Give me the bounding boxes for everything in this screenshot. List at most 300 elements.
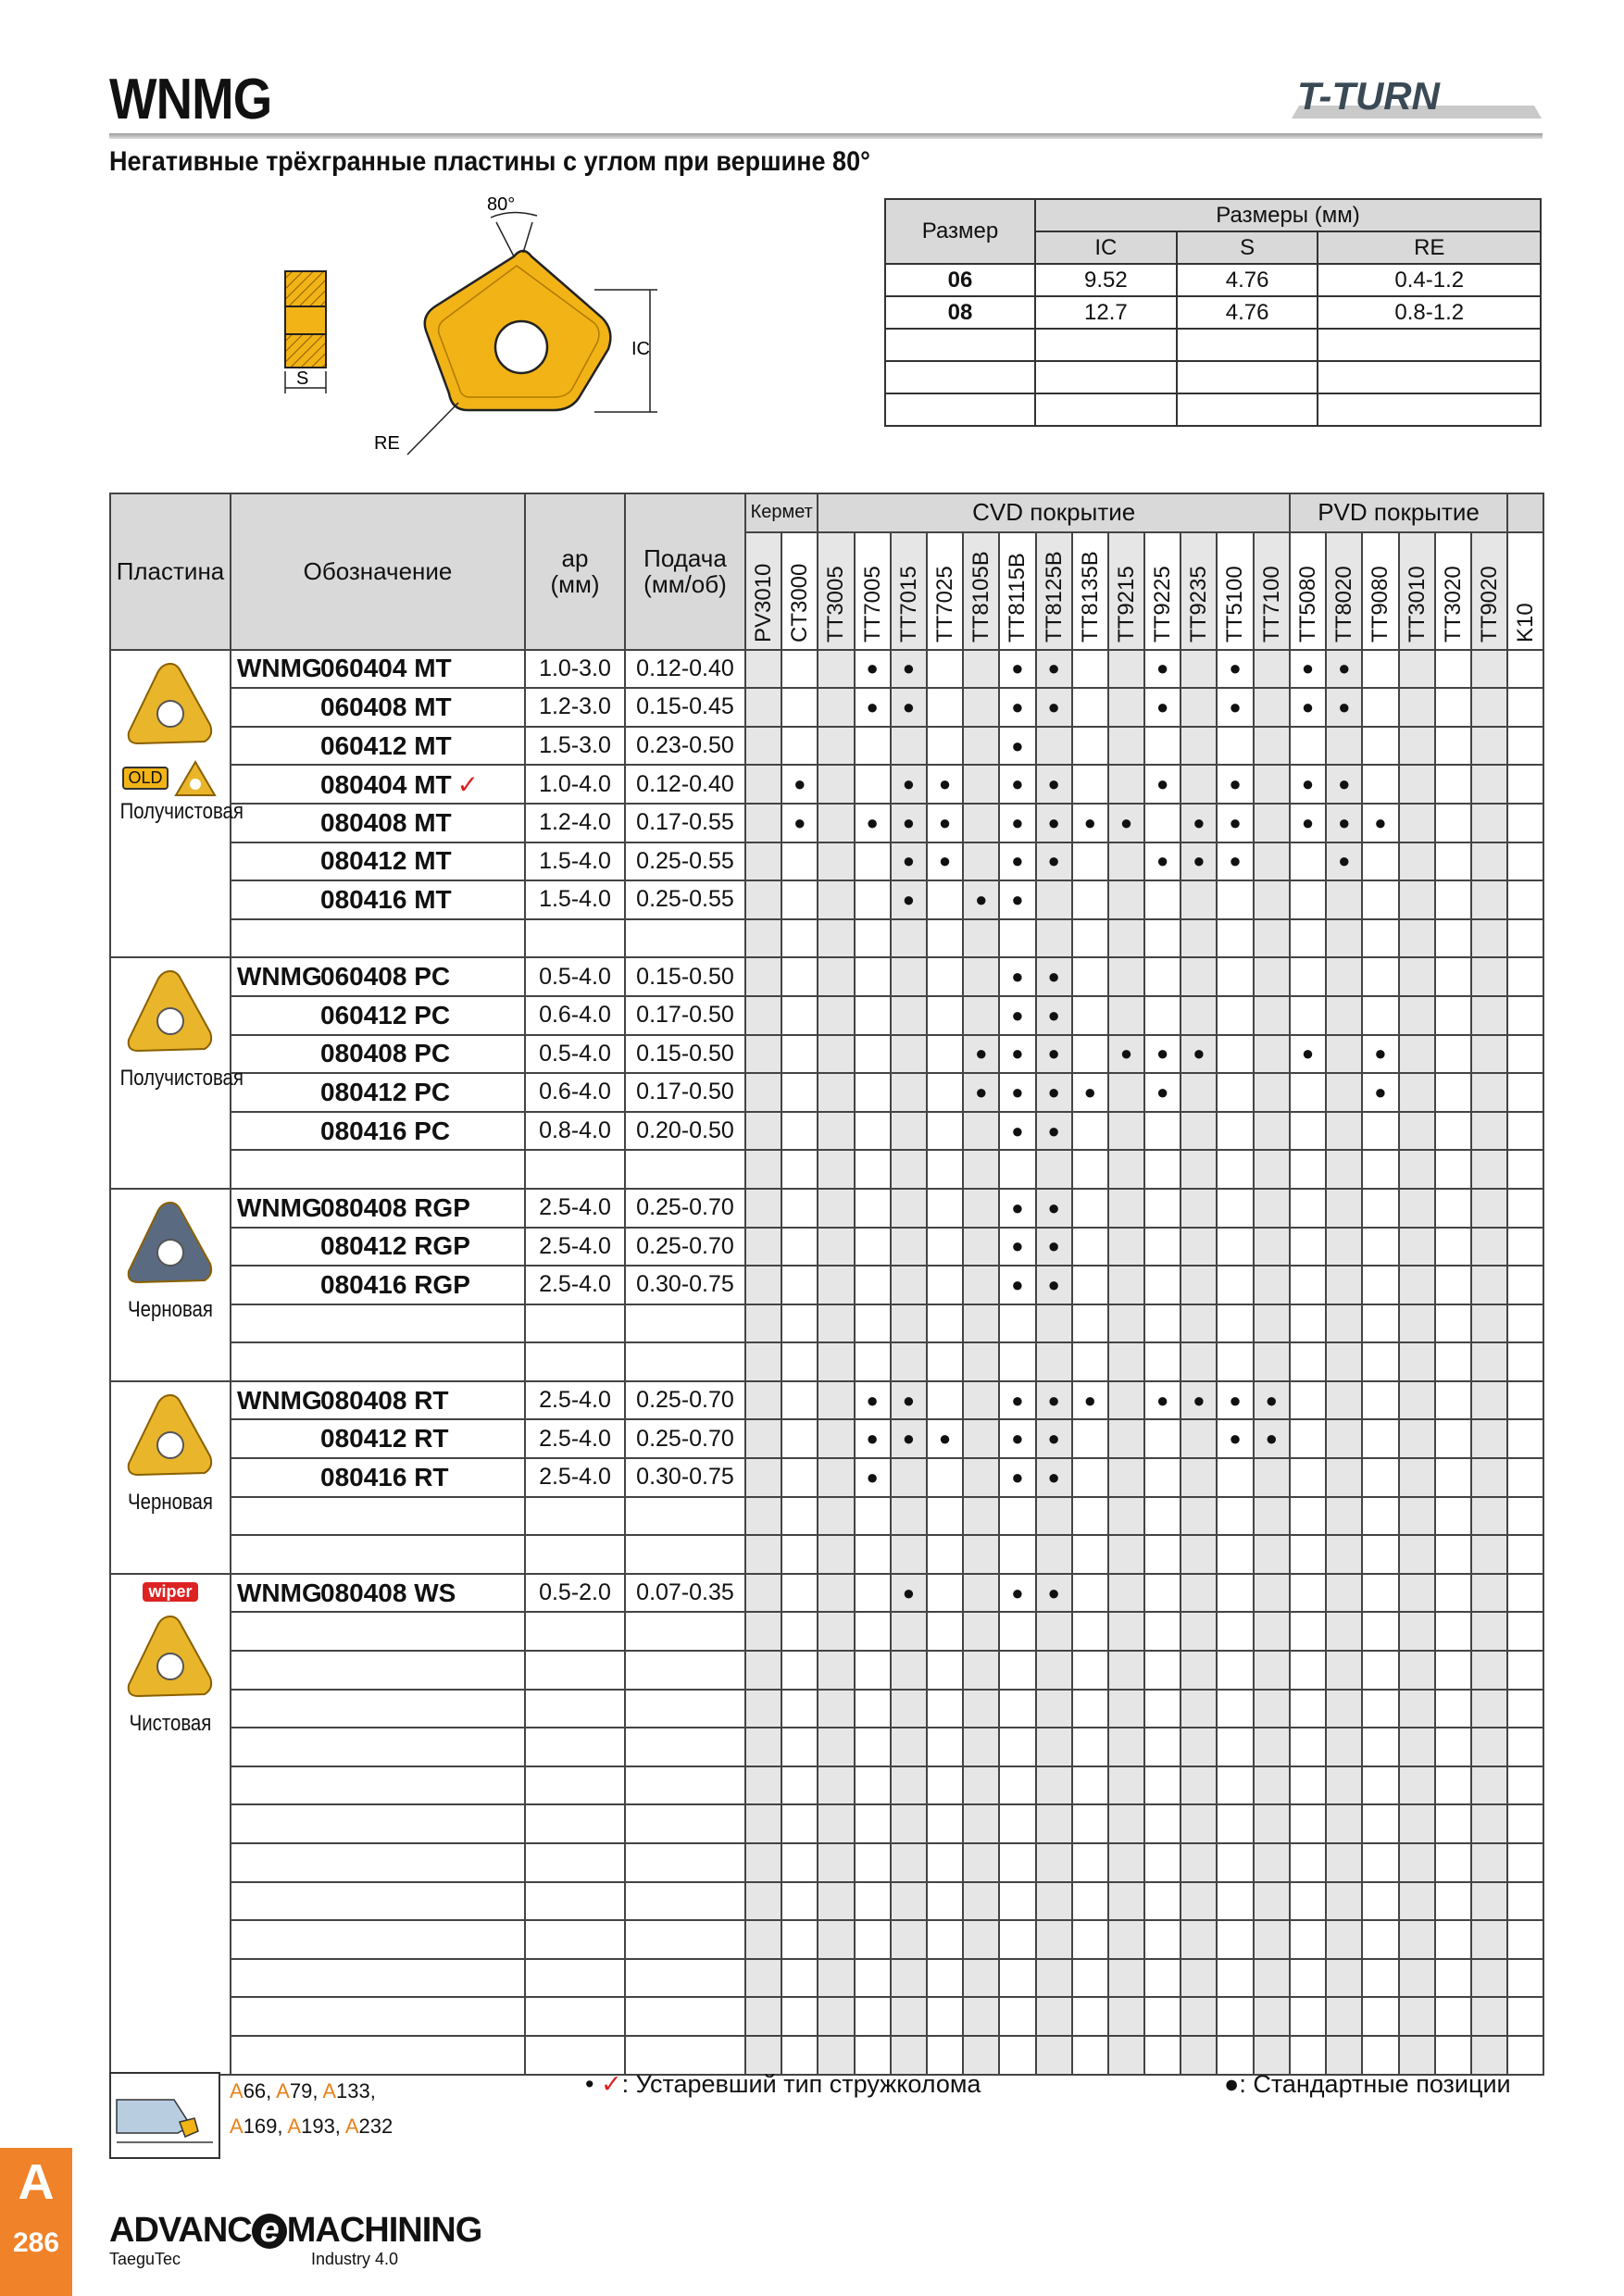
designation-code: 060412 MT [320, 730, 452, 760]
size-re: 0.4-1.2 [1318, 264, 1541, 296]
designation-cell [231, 1920, 525, 1959]
grade-cell [1181, 1882, 1217, 1921]
grade-cell [1144, 1997, 1181, 2036]
designation-cell [231, 1304, 525, 1343]
grade-cell [1362, 688, 1398, 727]
grade-cell [1036, 1381, 1072, 1420]
grade-cell [963, 1073, 999, 1112]
grade-cell [1507, 765, 1543, 804]
grade-cell [1072, 1574, 1108, 1613]
grade-cell [963, 1304, 999, 1343]
grade-cell [745, 1766, 781, 1805]
grade-cell [1362, 1035, 1398, 1074]
grade-cell [1072, 1843, 1108, 1882]
size-re [1318, 393, 1541, 426]
grade-cell [1254, 688, 1290, 727]
grade-cell [1144, 1497, 1181, 1536]
grade-cell [963, 1882, 999, 1921]
grade-cell [891, 688, 927, 727]
grade-cell [1471, 1112, 1507, 1151]
ap-value: 1.5-3.0 [525, 727, 625, 766]
grade-cell [1326, 1419, 1362, 1458]
availability-dot: ● [866, 1388, 879, 1412]
grade-cell [963, 1419, 999, 1458]
availability-dot: ● [1011, 887, 1024, 911]
grade-name: PV3010 [751, 563, 776, 643]
grade-cell [1362, 880, 1398, 919]
ref-number: 232 [358, 2115, 394, 2138]
legend-standard: ●: Стандартные позиции [1224, 2070, 1511, 2098]
grade-cell [1399, 2036, 1435, 2075]
grade-cell [1471, 1882, 1507, 1921]
grade-cell [1108, 1112, 1144, 1151]
grade-cell [963, 1843, 999, 1882]
grade-cell [927, 727, 963, 766]
grade-cell [745, 1959, 781, 1998]
designation-prefix: WNMG [237, 654, 322, 683]
insert-photo-icon [119, 1388, 221, 1490]
grade-cell [999, 1612, 1035, 1651]
table-row [110, 2036, 1543, 2075]
grade-cell [818, 1766, 854, 1805]
grade-name: CT3000 [787, 563, 813, 643]
grade-cell [1471, 650, 1507, 689]
grade-cell [1181, 1574, 1217, 1613]
availability-dot: ● [1011, 1195, 1024, 1219]
ap-value [525, 1497, 625, 1536]
grade-cell [1254, 1150, 1290, 1189]
grade-cell [1507, 1073, 1543, 1112]
ap-value [525, 1651, 625, 1690]
grade-cell [1435, 1535, 1471, 1574]
grade-cell [927, 880, 963, 919]
grade-cell [1072, 1458, 1108, 1497]
grade-cell [1471, 1035, 1507, 1074]
grade-cell [818, 957, 854, 996]
grade-cell [999, 996, 1035, 1035]
size-code: 08 [885, 296, 1035, 329]
grade-cell [1362, 919, 1398, 958]
grade-cell [855, 804, 891, 842]
grade-cell [1290, 1150, 1326, 1189]
grade-header [963, 532, 999, 650]
table-row [110, 1766, 1543, 1805]
grade-cell [1217, 1728, 1253, 1766]
grade-cell [855, 1189, 891, 1228]
grade-cell [891, 1690, 927, 1728]
availability-dot: ● [902, 772, 915, 796]
grade-cell [1435, 1804, 1471, 1843]
grade-cell [1471, 1920, 1507, 1959]
grade-cell [1399, 1535, 1435, 1574]
grade-cell [781, 1882, 818, 1921]
grade-cell [1326, 1651, 1362, 1690]
availability-dot: ● [1011, 1427, 1024, 1451]
size-ic [1035, 393, 1177, 426]
designation-cell [231, 1651, 525, 1690]
grade-cell [781, 1112, 818, 1151]
availability-dot: ● [1047, 1465, 1060, 1489]
grade-cell [1290, 919, 1326, 958]
grade-cell [1290, 650, 1326, 689]
grade-cell [781, 1843, 818, 1882]
grade-cell [1254, 1112, 1290, 1151]
grade-cell [818, 804, 854, 842]
designation-cell [231, 1381, 525, 1420]
grade-cell [1072, 1150, 1108, 1189]
grade-cell [999, 1690, 1035, 1728]
grade-cell [1399, 1266, 1435, 1304]
grade-cell [927, 1228, 963, 1267]
grade-cell [963, 1150, 999, 1189]
grade-cell [1144, 804, 1181, 842]
grade-cell [1181, 1112, 1217, 1151]
feed-value [625, 1728, 745, 1766]
grade-cell [1435, 1228, 1471, 1267]
availability-dot: ● [1047, 1003, 1060, 1027]
grade-cell [1181, 1728, 1217, 1766]
grade-cell [745, 1419, 781, 1458]
designation-cell [231, 1843, 525, 1882]
grade-cell [745, 919, 781, 958]
availability-dot: ● [1011, 965, 1024, 989]
grade-cell [1471, 727, 1507, 766]
designation-cell [231, 1228, 525, 1267]
grade-cell [963, 1651, 999, 1690]
grade-cell [891, 1035, 927, 1074]
grade-cell [1144, 1266, 1181, 1304]
grade-cell [1072, 842, 1108, 881]
grade-cell [781, 1381, 818, 1420]
grade-cell [891, 650, 927, 689]
grade-cell [927, 919, 963, 958]
grade-cell [1072, 1419, 1108, 1458]
grade-cell [1362, 650, 1398, 689]
grade-cell [1254, 1304, 1290, 1343]
grade-cell [1326, 804, 1362, 842]
grade-cell [1290, 880, 1326, 919]
grade-cell [1326, 1150, 1362, 1189]
feed-value: 0.25-0.70 [625, 1189, 745, 1228]
grade-cell [891, 1574, 927, 1613]
grade-cell [1036, 1150, 1072, 1189]
grade-cell [745, 1882, 781, 1921]
availability-dot: ● [1011, 1079, 1024, 1104]
table-row [110, 1920, 1543, 1959]
grade-cell [855, 957, 891, 996]
table-row [110, 1304, 1543, 1343]
grade-cell [1399, 919, 1435, 958]
ap-value: 0.8-4.0 [525, 1112, 625, 1151]
grade-cell [781, 1804, 818, 1843]
col-ic: IC [1035, 231, 1177, 264]
grade-cell [1435, 1458, 1471, 1497]
grade-cell [1326, 919, 1362, 958]
grade-cell [1181, 957, 1217, 996]
dims-header: Размеры (мм) [1035, 199, 1541, 231]
grade-cell [927, 1651, 963, 1690]
feed-value: 0.25-0.70 [625, 1419, 745, 1458]
grade-cell [818, 1419, 854, 1458]
grade-cell [1362, 1112, 1398, 1151]
grade-cell [818, 1189, 854, 1228]
grade-cell [1181, 1920, 1217, 1959]
grade-cell [1217, 1304, 1253, 1343]
table-row [110, 1266, 1543, 1304]
grade-cell [781, 1920, 818, 1959]
grade-cell [927, 1497, 963, 1536]
grade-cell [1144, 1804, 1181, 1843]
ap-value: 1.5-4.0 [525, 842, 625, 881]
grade-cell [999, 1882, 1035, 1921]
grade-cell [745, 650, 781, 689]
col-feed-unit: (мм/об) [643, 570, 727, 599]
availability-dot: ● [1193, 849, 1206, 873]
grade-cell [1254, 1920, 1290, 1959]
table-row [110, 880, 1543, 919]
designation-cell [231, 1612, 525, 1651]
grade-cell [1435, 1690, 1471, 1728]
grade-name: TT8135B [1077, 550, 1103, 643]
availability-dot: ● [1047, 849, 1060, 873]
grade-cell [963, 1920, 999, 1959]
grade-cell [1326, 1728, 1362, 1766]
feed-value [625, 1612, 745, 1651]
grade-cell [999, 1574, 1035, 1613]
grade-cell [1326, 688, 1362, 727]
grade-cell [1072, 1497, 1108, 1536]
availability-dot: ● [1229, 810, 1242, 834]
grade-cell [1144, 1920, 1181, 1959]
grade-cell [1217, 1997, 1253, 2036]
grade-cell [891, 1843, 927, 1882]
availability-dot: ● [1338, 656, 1351, 680]
availability-dot: ● [975, 887, 988, 911]
table-row [110, 1419, 1543, 1458]
table-row [110, 842, 1543, 881]
ap-value [525, 1690, 625, 1728]
grade-cell [1326, 2036, 1362, 2075]
grade-cell [1399, 1882, 1435, 1921]
designation-cell [231, 765, 525, 804]
grade-cell [1362, 1920, 1398, 1959]
grade-cell [818, 1612, 854, 1651]
table-row [110, 1612, 1543, 1651]
grade-cell [1072, 1651, 1108, 1690]
grade-cell [1217, 727, 1253, 766]
grade-cell [891, 2036, 927, 2075]
grade-cell [1072, 1535, 1108, 1574]
size-re: 0.8-1.2 [1318, 296, 1541, 329]
designation-code: 060408 MT [320, 692, 452, 721]
grade-cell [1181, 727, 1217, 766]
grade-cell [1290, 1959, 1326, 1998]
grade-cell [1072, 1266, 1108, 1304]
grade-cell [1254, 1458, 1290, 1497]
designation-prefix: WNMG [237, 1578, 322, 1607]
table-row [110, 1651, 1543, 1690]
grade-cell [818, 1112, 854, 1151]
group-pvd: PVD покрытие [1290, 493, 1507, 532]
grade-cell [927, 1535, 963, 1574]
grade-cell [1072, 1189, 1108, 1228]
ap-value [525, 1766, 625, 1805]
grade-cell [1181, 1073, 1217, 1112]
grade-cell [891, 880, 927, 919]
grade-cell [855, 996, 891, 1035]
grade-cell [855, 1112, 891, 1151]
grade-cell [1036, 957, 1072, 996]
grade-cell [1254, 1535, 1290, 1574]
grade-cell [1507, 1920, 1543, 1959]
ap-value [525, 1612, 625, 1651]
grade-cell [1435, 1419, 1471, 1458]
availability-dot: ● [866, 1427, 879, 1451]
insert-cell [110, 957, 244, 1189]
grade-cell [1362, 1766, 1398, 1805]
availability-dot: ● [902, 656, 915, 680]
table-row [110, 727, 1543, 766]
availability-dot: ● [902, 887, 915, 911]
grade-cell [1181, 650, 1217, 689]
grade-cell [781, 957, 818, 996]
grade-cell [1290, 1612, 1326, 1651]
grade-cell [818, 842, 854, 881]
size-code: 06 [885, 264, 1035, 296]
grade-cell [1254, 1882, 1290, 1921]
grade-cell [927, 2036, 963, 2075]
grade-cell [1072, 2036, 1108, 2075]
availability-dot: ● [1156, 694, 1169, 718]
grade-name: TT9225 [1150, 565, 1176, 643]
availability-dot: ● [1156, 656, 1169, 680]
grade-cell [1471, 1150, 1507, 1189]
grade-cell [1144, 650, 1181, 689]
feed-value [625, 1150, 745, 1189]
availability-dot: ● [1083, 1079, 1096, 1104]
grade-cell [1507, 1497, 1543, 1536]
table-row [110, 688, 1543, 727]
grade-cell [1217, 1535, 1253, 1574]
availability-dot: ● [1156, 849, 1169, 873]
grade-cell [999, 1342, 1035, 1381]
designation-cell [231, 1882, 525, 1921]
grade-cell [1108, 1189, 1144, 1228]
brand-left: TaeguTec [109, 2250, 181, 2268]
grade-cell [1217, 1574, 1253, 1613]
feed-value: 0.12-0.40 [625, 765, 745, 804]
grade-cell [818, 1690, 854, 1728]
grade-cell [1217, 957, 1253, 996]
grade-cell [1181, 1766, 1217, 1805]
grade-cell [1399, 1073, 1435, 1112]
feed-value: 0.12-0.40 [625, 650, 745, 689]
grade-cell [1254, 919, 1290, 958]
grade-cell [1435, 1766, 1471, 1805]
grade-cell [1362, 1882, 1398, 1921]
grade-cell [818, 1497, 854, 1536]
table-row [110, 1189, 1543, 1228]
ic-label: IC [631, 339, 650, 359]
ref-letter: A [287, 2115, 302, 2138]
size-code [885, 393, 1035, 426]
ref-number: 193, [301, 2115, 345, 2138]
grade-cell [891, 957, 927, 996]
grade-cell [963, 1612, 999, 1651]
grade-cell [1254, 1804, 1290, 1843]
designation-cell [231, 1189, 525, 1228]
grade-cell [1144, 1342, 1181, 1381]
grade-cell [891, 1073, 927, 1112]
grade-cell [1362, 1266, 1398, 1304]
center-hole [495, 321, 547, 373]
grade-cell [1399, 765, 1435, 804]
grade-cell [745, 1804, 781, 1843]
ref-letter: A [276, 2079, 290, 2103]
grade-cell [1471, 1458, 1507, 1497]
grade-cell [1144, 1419, 1181, 1458]
availability-dot: ● [793, 772, 806, 796]
grade-cell [1507, 957, 1543, 996]
grade-header [891, 532, 927, 650]
insert-photo-icon [119, 964, 221, 1066]
grade-cell [1435, 1882, 1471, 1921]
side-view-mid [285, 306, 326, 334]
size-s [1177, 329, 1318, 361]
grade-cell [1399, 957, 1435, 996]
availability-dot: ● [1083, 1388, 1096, 1412]
grade-cell [1507, 1112, 1543, 1151]
grade-cell [818, 1073, 854, 1112]
grade-cell [855, 1304, 891, 1343]
grade-cell [855, 1804, 891, 1843]
page-tab [0, 2148, 72, 2296]
grade-cell [1507, 1690, 1543, 1728]
grade-cell [1217, 1843, 1253, 1882]
feed-value [625, 1882, 745, 1921]
ap-value: 2.5-4.0 [525, 1189, 625, 1228]
grade-cell [1507, 1419, 1543, 1458]
grade-cell [1435, 650, 1471, 689]
grade-cell [1362, 996, 1398, 1035]
ap-value [525, 1304, 625, 1343]
grade-cell [1507, 1458, 1543, 1497]
availability-dot: ● [938, 1427, 952, 1451]
grade-cell [781, 919, 818, 958]
grade-cell [1108, 1804, 1144, 1843]
grade-cell [745, 1920, 781, 1959]
grade-cell [1217, 1612, 1253, 1651]
grade-cell [927, 1073, 963, 1112]
grade-cell [1072, 1612, 1108, 1651]
grade-cell [1507, 727, 1543, 766]
grade-cell [1399, 1497, 1435, 1536]
col-insert: Пластина [110, 493, 231, 650]
old-badge: OLD [122, 767, 168, 790]
grade-header [745, 532, 781, 650]
grade-cell [818, 1381, 854, 1420]
grade-cell [1471, 1766, 1507, 1805]
grade-cell [1326, 1997, 1362, 2036]
feed-value [625, 1959, 745, 1998]
grade-cell [1290, 1651, 1326, 1690]
designation-cell [231, 957, 525, 996]
page-references [230, 2074, 393, 2144]
size-s: 4.76 [1177, 264, 1318, 296]
grade-cell [1254, 1228, 1290, 1267]
grade-cell [891, 1651, 927, 1690]
grade-cell [1435, 2036, 1471, 2075]
